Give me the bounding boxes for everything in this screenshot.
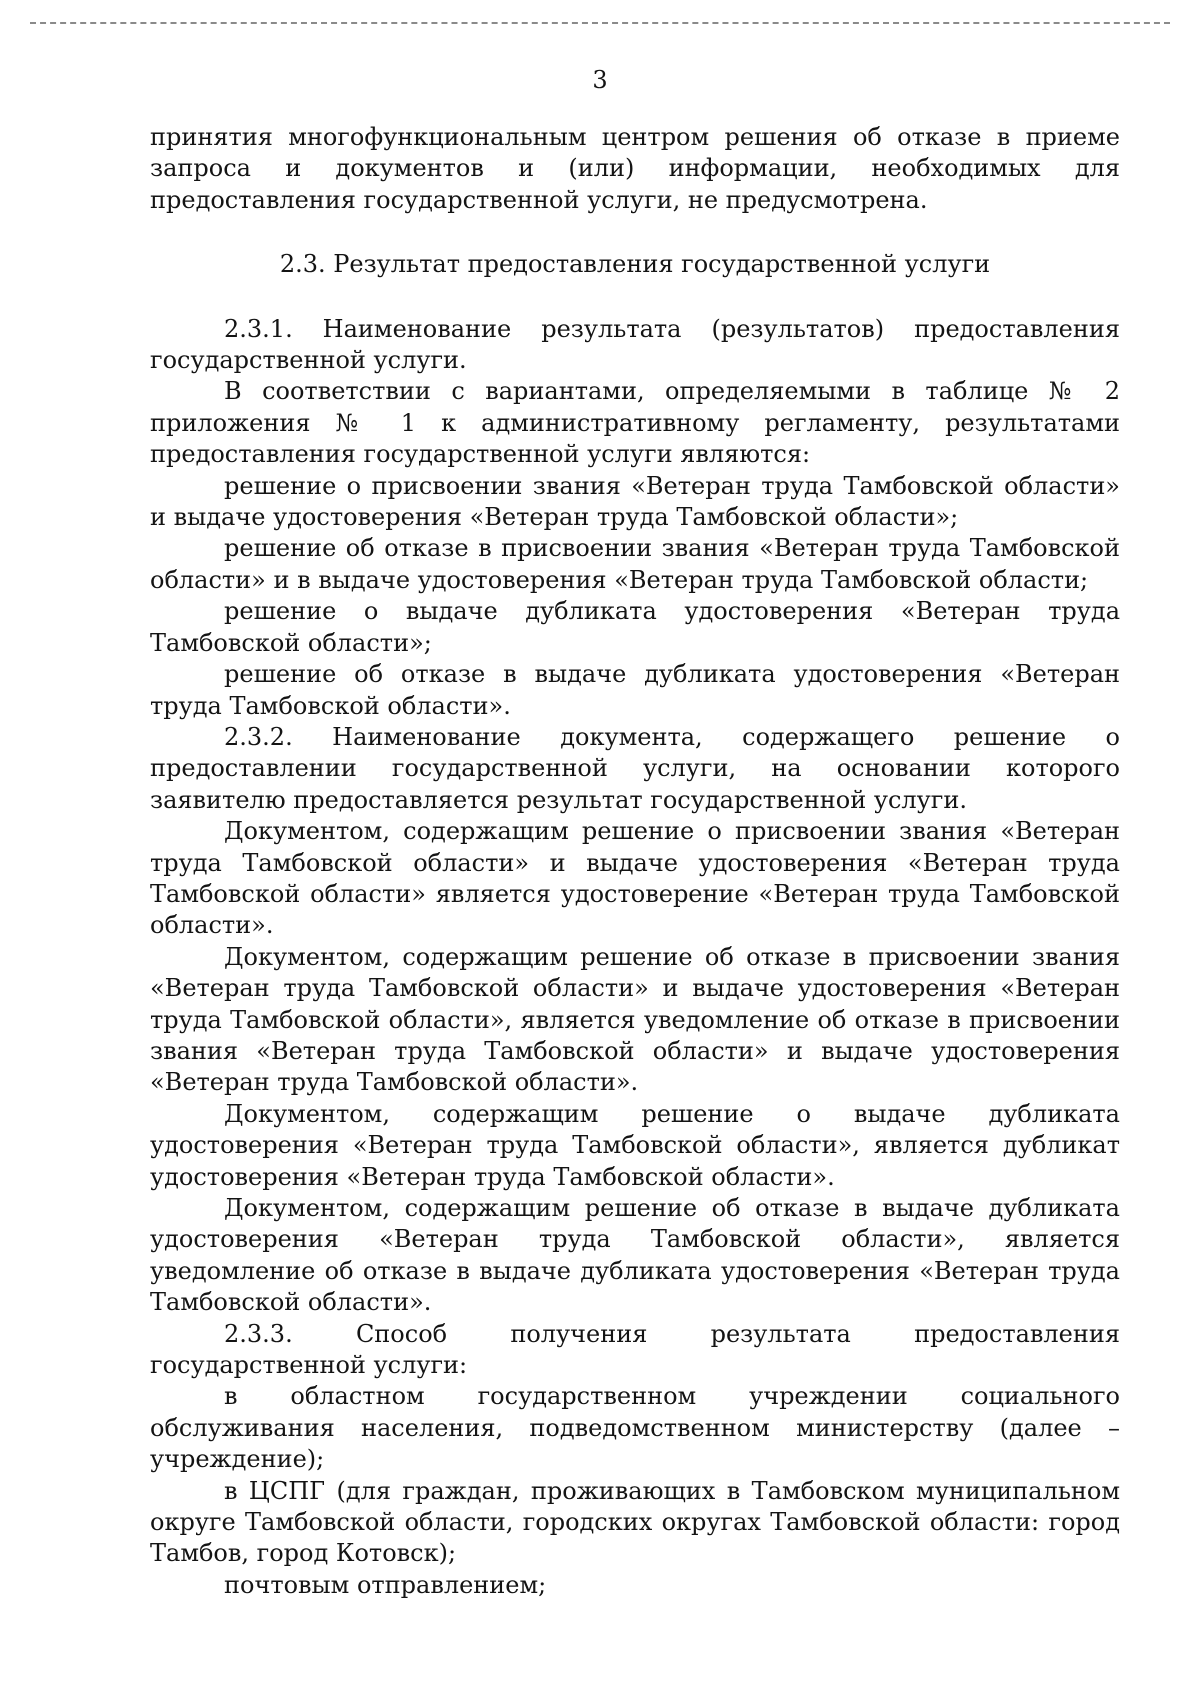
- page-number: 3: [592, 66, 608, 94]
- scan-edge-rule: [30, 22, 1170, 24]
- list-item: решение о выдаче дубликата удостоверения «Ветеран труда Тамбовской области»;: [150, 597, 1120, 657]
- list-item: в ЦСПГ (для граждан, проживающих в Тамбовском муниципальном округе Тамбовской области, городских округах Тамбовской области: город Тамбов, город Котовск);: [150, 1476, 1120, 1568]
- list-item: в областном государственном учреждении социального обслуживания населения, подведомственном министерству (далее – учреждение);: [150, 1382, 1120, 1474]
- list-item: решение об отказе в выдаче дубликата удостоверения «Ветеран труда Тамбовской области».: [150, 660, 1120, 720]
- section-heading: 2.3. Результат предоставления государственной услуги: [279, 250, 991, 279]
- paragraph: Документом, содержащим решение об отказе в присвоении звания «Ветеран труда Тамбовской области» и выдаче удостоверения «Ветеран труда Тамбовской области», является уведомление об отказе в присвоении звания «Ветеран труда Тамбовской области» и выдаче удостоверения «Ветеран труда Тамбовской области».: [150, 942, 1120, 1097]
- paragraph: В соответствии с вариантами, определяемыми в таблице № 2 приложения № 1 к административному регламенту, результатами предоставления государственной услуги являются:: [150, 377, 1120, 469]
- paragraph-2-3-2: 2.3.2. Наименование документа, содержащего решение о предоставлении государственной услуги, на основании которого заявителю предоставляется результат государственной услуги.: [150, 722, 1120, 814]
- paragraph: Документом, содержащим решение об отказе в выдаче дубликата удостоверения «Ветеран труда Тамбовской области», является уведомление об отказе в выдаче дубликата удостоверения «Ветеран труда Тамбовской области».: [150, 1194, 1120, 1317]
- document-body: [150, 122, 1120, 1601]
- paragraph-2-3-1: 2.3.1. Наименование результата (результатов) предоставления государственной услуги.: [150, 314, 1120, 375]
- list-item: решение о присвоении звания «Ветеран труда Тамбовской области» и выдаче удостоверения «Ветеран труда Тамбовской области»;: [150, 471, 1120, 532]
- list-item: почтовым отправлением;: [224, 1570, 547, 1599]
- paragraph-continuation: принятия многофункциональным центром решения об отказе в приеме запроса и документов и (или) информации, необходимых для предоставления государственной услуги, не предусмотрена.: [150, 123, 1120, 214]
- paragraph: Документом, содержащим решение о выдаче дубликата удостоверения «Ветеран труда Тамбовской области», является дубликат удостоверения «Ветеран труда Тамбовской области».: [150, 1099, 1120, 1191]
- list-item: решение об отказе в присвоении звания «Ветеран труда Тамбовской области» и в выдаче удостоверения «Ветеран труда Тамбовской области;: [150, 534, 1120, 594]
- paragraph-2-3-3: 2.3.3. Способ получения результата предоставления государственной услуги:: [150, 1319, 1120, 1380]
- paragraph: Документом, содержащим решение о присвоении звания «Ветеран труда Тамбовской области» и выдаче удостоверения «Ветеран труда Тамбовской области» является удостоверение «Ветеран труда Тамбовской области».: [150, 817, 1120, 940]
